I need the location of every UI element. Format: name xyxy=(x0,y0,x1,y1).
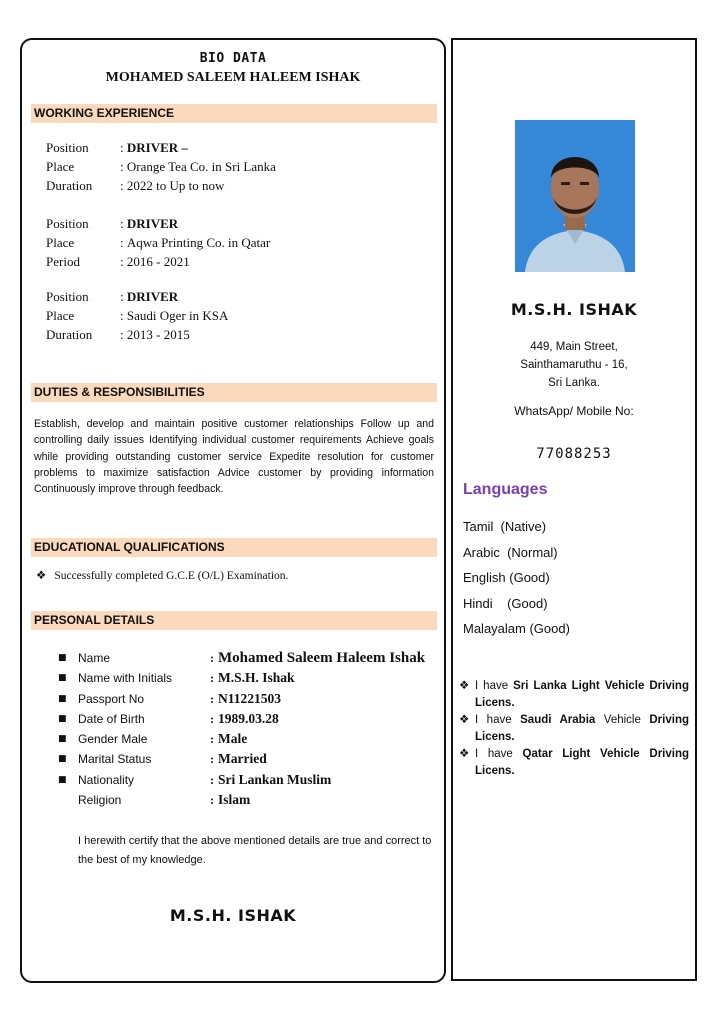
job-key: Position xyxy=(46,216,89,231)
job-row xyxy=(46,306,228,325)
diamond-bullet-icon: ❖ xyxy=(459,714,470,726)
diamond-bullet-icon: ❖ xyxy=(36,570,47,582)
address-line: Sainthamaruthu - 16, xyxy=(520,359,628,371)
job-row xyxy=(46,287,228,306)
job-sep: : xyxy=(120,308,124,323)
job-key: Position xyxy=(46,289,89,304)
job-position-value: DRIVER xyxy=(126,289,179,304)
education-text: Successfully completed G.C.E (O/L) Examination. xyxy=(54,570,289,582)
job-sep: : xyxy=(120,254,124,269)
personal-value: Married xyxy=(218,751,267,767)
person-portrait-icon xyxy=(515,120,635,272)
license-text xyxy=(475,678,689,712)
job-key: Duration xyxy=(46,178,93,193)
job-sep: : xyxy=(120,159,124,174)
square-bullet-icon: ■ xyxy=(58,754,67,765)
personal-row xyxy=(58,770,425,790)
license-text xyxy=(475,712,689,746)
address-line: Sri Lanka. xyxy=(548,377,600,389)
diamond-bullet-icon: ❖ xyxy=(459,748,470,760)
profile-photo xyxy=(515,120,635,272)
personal-key: Passport No xyxy=(78,691,145,706)
personal-sep: : xyxy=(210,711,214,726)
sidebar-name: M.S.H. ISHAK xyxy=(510,300,638,319)
square-bullet-icon: ■ xyxy=(58,734,67,745)
job-key: Period xyxy=(46,254,80,269)
language-item: Malayalam (Good) xyxy=(463,621,570,636)
job-row xyxy=(46,176,276,195)
personal-key: Name with Initials xyxy=(78,671,173,686)
job-position-value: DRIVER – xyxy=(126,140,188,155)
section-personal-details: PERSONAL DETAILS xyxy=(31,611,437,630)
personal-details-list xyxy=(58,648,425,810)
languages-list xyxy=(463,514,570,642)
personal-sep: : xyxy=(210,772,214,787)
job-row xyxy=(46,233,270,252)
license-bold: Saudi Arabia xyxy=(520,714,596,726)
duties-paragraph: Establish, develop and maintain positive customer relationships Follow up and controlling daily issues Identifying individual customer requirements Achieve goals while providing outstanding customer service Expedite resolution for customer problems to maximize satisfaction Advice customer by providing information Continuously improve through feedback. xyxy=(34,418,434,496)
job-position-value: DRIVER xyxy=(126,216,179,231)
personal-key: Date of Birth xyxy=(78,711,145,726)
job-place-value: Orange Tea Co. in Sri Lanka xyxy=(126,159,276,174)
language-item: English (Good) xyxy=(463,570,550,585)
personal-sep: : xyxy=(210,671,214,686)
personal-row xyxy=(58,689,425,709)
job-row xyxy=(46,138,276,157)
personal-row xyxy=(58,790,425,810)
job-entry-1 xyxy=(46,138,276,195)
certification-statement: I herewith certify that the above mentioned details are true and correct to the best of my knowledge. xyxy=(78,835,432,866)
personal-sep: : xyxy=(210,793,214,808)
square-bullet-icon: ■ xyxy=(58,673,67,684)
personal-row xyxy=(58,668,425,688)
personal-key: Name xyxy=(78,651,111,665)
square-bullet-icon: ■ xyxy=(58,774,67,785)
section-education: EDUCATIONAL QUALIFICATIONS xyxy=(31,538,437,557)
personal-row xyxy=(58,749,425,769)
section-duties: DUTIES & RESPONSIBILITIES xyxy=(31,383,437,402)
job-key: Place xyxy=(46,159,75,174)
personal-row xyxy=(58,648,425,668)
personal-sep: : xyxy=(210,752,214,767)
job-key: Duration xyxy=(46,327,93,342)
job-duration-value: 2022 to Up to now xyxy=(126,178,225,193)
job-key: Place xyxy=(46,308,75,323)
language-item: Arabic (Normal) xyxy=(463,544,558,560)
personal-key: Gender Male xyxy=(78,732,148,747)
personal-sep: : xyxy=(210,691,214,706)
address-line: 449, Main Street, xyxy=(530,341,618,353)
square-bullet-icon: ■ xyxy=(58,713,67,724)
license-prefix: I have xyxy=(475,680,514,692)
job-sep: : xyxy=(120,216,124,231)
language-item: Tamil (Native) xyxy=(463,519,547,534)
address-block xyxy=(453,338,695,392)
document-title: BIO DATA xyxy=(199,51,267,66)
license-text xyxy=(475,746,689,780)
diamond-bullet-icon: ❖ xyxy=(459,680,470,692)
job-entry-3 xyxy=(46,287,228,344)
job-period-value: 2016 - 2021 xyxy=(126,254,190,269)
signature-name: M.S.H. ISHAK xyxy=(169,906,297,925)
personal-key: Nationality xyxy=(78,772,135,787)
licenses-list xyxy=(459,678,689,780)
job-place-value: Saudi Oger in KSA xyxy=(126,308,229,323)
empty-bullet xyxy=(58,790,78,810)
job-entry-2 xyxy=(46,214,270,271)
full-name-heading: MOHAMED SALEEM HALEEM ISHAK xyxy=(105,70,361,85)
personal-value: Sri Lankan Muslim xyxy=(218,771,332,787)
personal-value: Male xyxy=(218,731,248,747)
job-key: Place xyxy=(46,235,75,250)
job-sep: : xyxy=(120,235,124,250)
job-row xyxy=(46,325,228,344)
job-row xyxy=(46,252,270,271)
license-bold: Qatar Light Vehicle Driving Licens. xyxy=(475,748,690,777)
job-place-value: Aqwa Printing Co. in Qatar xyxy=(126,235,271,250)
personal-value: M.S.H. Ishak xyxy=(218,670,295,686)
language-item: Hindi (Good) xyxy=(463,595,548,611)
whatsapp-label: WhatsApp/ Mobile No: xyxy=(514,404,634,418)
languages-heading: Languages xyxy=(463,481,548,498)
personal-value: N11221503 xyxy=(218,690,282,706)
job-duration-value: 2013 - 2015 xyxy=(126,327,190,342)
license-prefix: I have xyxy=(475,748,523,760)
personal-row xyxy=(58,729,425,749)
phone-number: 77088253 xyxy=(536,446,612,462)
job-sep: : xyxy=(120,327,124,342)
square-bullet-icon: ■ xyxy=(58,693,67,704)
license-prefix: I have xyxy=(475,714,521,726)
square-bullet-icon: ■ xyxy=(58,653,67,663)
job-row xyxy=(46,157,276,176)
education-item xyxy=(36,568,288,582)
personal-sep: : xyxy=(210,651,214,665)
personal-key: Religion xyxy=(78,793,122,808)
personal-sep: : xyxy=(210,732,214,747)
job-sep: : xyxy=(120,289,124,304)
job-row xyxy=(46,214,270,233)
personal-value: 1989.03.28 xyxy=(218,710,279,726)
job-key: Position xyxy=(46,140,89,155)
personal-key: Marital Status xyxy=(78,752,152,767)
license-item xyxy=(459,712,689,746)
personal-value: Islam xyxy=(218,792,251,808)
license-mid: Vehicle xyxy=(595,714,650,726)
main-panel xyxy=(20,38,446,983)
job-sep: : xyxy=(120,140,124,155)
license-item xyxy=(459,678,689,712)
license-item xyxy=(459,746,689,780)
personal-row xyxy=(58,709,425,729)
license-bold: Sri Lanka Light Vehicle Driving Licens. xyxy=(475,680,689,709)
personal-value: Mohamed Saleem Haleem Ishak xyxy=(218,650,426,666)
sidebar-panel xyxy=(451,38,697,981)
section-working-experience: WORKING EXPERIENCE xyxy=(31,104,437,123)
job-sep: : xyxy=(120,178,124,193)
license-bold: Driving Licens. xyxy=(475,714,689,743)
